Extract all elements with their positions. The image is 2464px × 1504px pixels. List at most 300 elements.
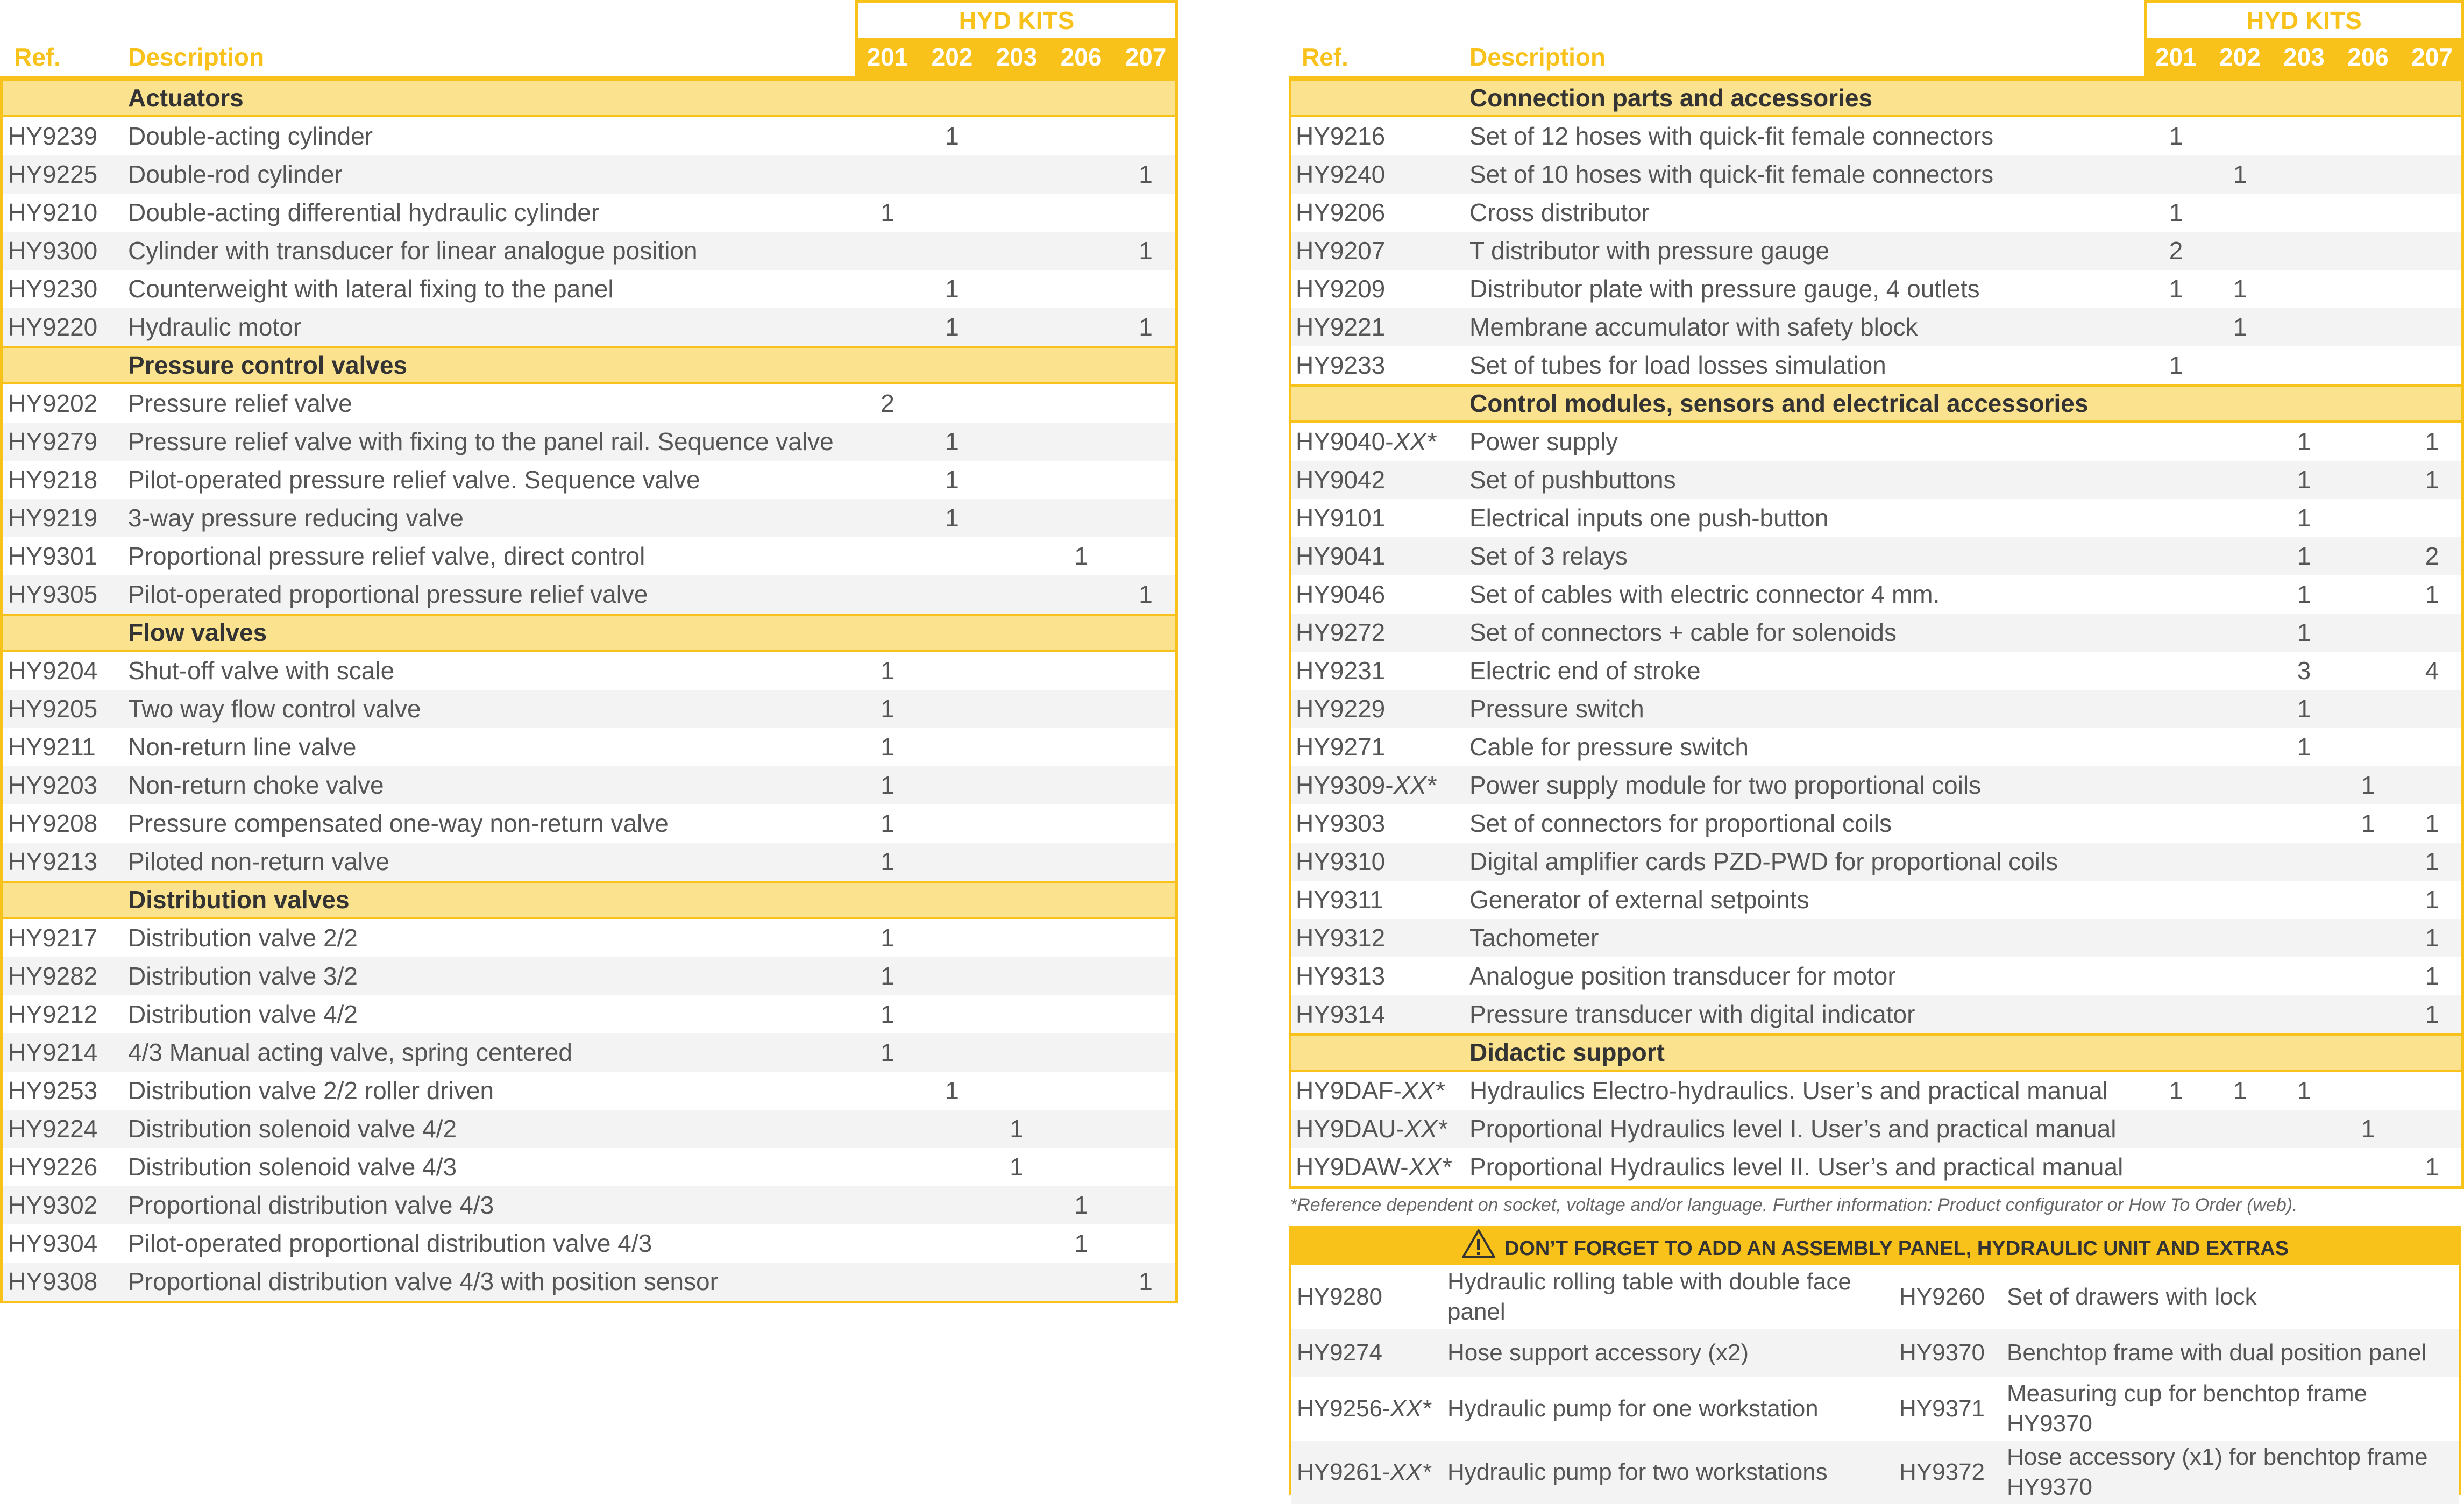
table-row — [1291, 117, 2461, 155]
item-ref-code: HY9300 — [8, 237, 98, 265]
table-row — [1291, 346, 2461, 384]
item-description: Non-return choke valve — [128, 771, 384, 799]
kit-col-207: 207 — [2411, 43, 2453, 71]
item-description: 4/3 Manual acting valve, spring centered — [128, 1038, 572, 1066]
category-row — [1291, 384, 2461, 423]
item-ref — [1296, 232, 1385, 270]
table-row — [1291, 804, 2461, 843]
table-row — [1291, 499, 2461, 537]
extras-ref: HY9370 — [1899, 1339, 1985, 1366]
item-ref — [8, 461, 97, 499]
item-ref — [8, 155, 97, 194]
item-description: Distributor plate with pressure gauge, 4 outlets — [1469, 275, 1980, 303]
extras-ref — [1297, 1265, 1382, 1329]
item-ref-code: HY9042 — [1296, 466, 1386, 494]
extras-ref-suffix: XX* — [1390, 1459, 1431, 1485]
item-ref — [1296, 957, 1385, 995]
qty-kit-201: 1 — [2169, 198, 2183, 226]
category-label: Connection parts and accessories — [1469, 84, 1873, 112]
item-description: Hydraulics Electro-hydraulics. User’s and practical manual — [1469, 1077, 2108, 1104]
item-ref — [8, 194, 97, 232]
extras-ref — [1297, 1377, 1431, 1441]
table-row — [1291, 766, 2461, 804]
left-table-body — [0, 76, 1178, 1303]
item-ref — [1296, 728, 1385, 766]
table-row — [3, 117, 1175, 155]
item-ref-suffix: XX* — [1393, 771, 1436, 799]
extras-description: Hose accessory (x1) for benchtop frame HY9370 — [2007, 1444, 2428, 1500]
item-ref — [1296, 499, 1385, 537]
extras-description: Benchtop frame with dual position panel — [2007, 1339, 2427, 1366]
category-row — [1291, 1033, 2461, 1072]
table-row — [1291, 155, 2461, 194]
item-description: Power supply — [1469, 427, 1618, 455]
item-ref — [8, 117, 97, 155]
item-description: Pilot-operated proportional pressure relief valve — [128, 580, 648, 608]
table-row — [3, 499, 1175, 537]
item-description: Pressure transducer with digital indicator — [1469, 1000, 1915, 1028]
item-ref-code: HY9101 — [1296, 504, 1386, 532]
item-ref-code: HY9314 — [1296, 1000, 1386, 1028]
table-row — [1291, 995, 2461, 1033]
extras-ref-code: HY9261- — [1297, 1459, 1390, 1485]
item-description: Distribution valve 3/2 — [128, 962, 358, 990]
table-row — [1291, 919, 2461, 957]
table-row — [3, 1033, 1175, 1072]
table-row — [3, 995, 1175, 1033]
qty-kit-202: 1 — [945, 275, 959, 303]
item-ref-code: HY9208 — [8, 809, 98, 837]
qty-kit-201: 1 — [880, 962, 894, 990]
qty-kit-206: 1 — [1074, 1229, 1088, 1257]
item-ref — [8, 232, 97, 270]
category-row — [1291, 79, 2461, 117]
qty-kit-203: 1 — [2297, 466, 2311, 494]
table-row — [1291, 232, 2461, 270]
item-description: Proportional pressure relief valve, direct control — [128, 542, 645, 570]
item-ref — [1296, 843, 1385, 881]
qty-kit-203: 1 — [2297, 1077, 2311, 1104]
qty-kit-203: 1 — [2297, 504, 2311, 532]
item-description: Pressure relief valve with fixing to the panel rail. Sequence valve — [128, 427, 834, 455]
ref-header: Ref. — [14, 43, 61, 71]
qty-kit-202: 1 — [2233, 1077, 2247, 1104]
item-description: Distribution valve 4/2 — [128, 1000, 358, 1028]
table-row — [1291, 652, 2461, 690]
item-ref-code: HY9272 — [1296, 618, 1386, 646]
item-ref — [1296, 117, 1385, 155]
extras-title-bar — [1291, 1229, 2459, 1265]
item-ref-code: HY9239 — [8, 122, 98, 150]
item-description: Set of connectors for proportional coils — [1469, 809, 1892, 837]
item-ref — [8, 843, 97, 881]
item-description: Set of connectors + cable for solenoids — [1469, 618, 1897, 646]
item-ref-code: HY9040- — [1296, 427, 1394, 455]
table-row — [1291, 423, 2461, 461]
item-ref — [1296, 919, 1385, 957]
extras-ref-code: HY9280 — [1297, 1284, 1383, 1310]
table-row — [3, 1186, 1175, 1224]
category-label: Pressure control valves — [128, 351, 408, 379]
item-ref — [1296, 995, 1385, 1033]
item-description: Set of pushbuttons — [1469, 466, 1676, 494]
qty-kit-207: 4 — [2425, 657, 2439, 685]
table-row — [3, 308, 1175, 346]
qty-kit-203: 1 — [2297, 427, 2311, 455]
item-ref-code: HY9301 — [8, 542, 98, 570]
table-row — [1291, 537, 2461, 575]
category-label: Distribution valves — [128, 886, 350, 914]
item-description: T distributor with pressure gauge — [1469, 237, 1830, 265]
item-description: Set of 3 relays — [1469, 542, 1628, 570]
qty-kit-207: 1 — [2425, 1000, 2439, 1028]
item-description: Distribution solenoid valve 4/2 — [128, 1115, 457, 1143]
item-description: Set of 12 hoses with quick-fit female connectors — [1469, 122, 1994, 150]
kit-col-201: 201 — [2155, 43, 2197, 71]
item-ref — [1296, 690, 1385, 728]
table-row — [3, 461, 1175, 499]
item-ref-code: HY9225 — [8, 160, 98, 188]
table-row — [1291, 308, 2461, 346]
item-description: Pilot-operated pressure relief valve. Sequence valve — [128, 466, 700, 494]
item-ref — [8, 1148, 97, 1186]
item-ref — [1296, 1072, 1444, 1110]
item-ref-suffix: XX* — [1404, 1115, 1447, 1143]
item-description: Distribution solenoid valve 4/3 — [128, 1153, 457, 1181]
kit-col-203: 203 — [2283, 43, 2325, 71]
extras-description: Hydraulic pump for one workstation — [1447, 1395, 1819, 1422]
item-ref-code: HY9216 — [1296, 122, 1386, 150]
qty-kit-207: 1 — [2425, 847, 2439, 875]
qty-kit-207: 1 — [1139, 237, 1153, 265]
item-ref — [8, 270, 97, 308]
extras-description: Hydraulic rolling table with double face panel — [1447, 1268, 1851, 1325]
table-row — [3, 194, 1175, 232]
item-description: Two way flow control valve — [128, 695, 421, 723]
item-ref-code: HY9DAU- — [1296, 1115, 1404, 1143]
extras-row — [1291, 1329, 2459, 1377]
qty-kit-201: 1 — [2169, 122, 2183, 150]
item-description: Double-acting cylinder — [128, 122, 373, 150]
item-ref-code: HY9211 — [8, 733, 96, 761]
item-ref — [1296, 881, 1383, 919]
column-header-row — [0, 38, 1178, 76]
item-ref-code: HY9309- — [1296, 771, 1394, 799]
item-ref — [1296, 308, 1385, 346]
item-ref — [8, 804, 97, 843]
qty-kit-203: 3 — [2297, 657, 2311, 685]
item-ref-code: HY9240 — [1296, 160, 1386, 188]
item-ref — [8, 1224, 97, 1263]
item-description: Pressure compensated one-way non-return valve — [128, 809, 669, 837]
item-ref-code: HY9209 — [1296, 275, 1386, 303]
table-row — [1291, 728, 2461, 766]
item-description: Pressure relief valve — [128, 389, 352, 417]
qty-kit-201: 1 — [880, 198, 894, 226]
item-ref — [8, 575, 97, 614]
item-ref — [8, 1110, 97, 1148]
item-ref — [1296, 155, 1385, 194]
table-row — [3, 690, 1175, 728]
item-description: Cylinder with transducer for linear analogue position — [128, 237, 698, 265]
qty-kit-203: 1 — [1010, 1153, 1024, 1181]
item-ref — [8, 766, 97, 804]
qty-kit-201: 1 — [880, 1038, 894, 1066]
table-row — [1291, 1148, 2461, 1186]
item-ref — [1296, 537, 1385, 575]
item-ref-code: HY9206 — [1296, 198, 1386, 226]
item-ref-code: HY9312 — [1296, 924, 1386, 952]
item-description: Non-return line valve — [128, 733, 357, 761]
kit-col-206: 206 — [2347, 43, 2389, 71]
category-label: Flow valves — [128, 618, 267, 646]
qty-kit-207: 1 — [2425, 427, 2439, 455]
qty-kit-201: 1 — [880, 771, 894, 799]
table-row — [1291, 957, 2461, 995]
extras-description: Measuring cup for benchtop frame HY9370 — [2007, 1380, 2368, 1437]
item-ref — [8, 957, 97, 995]
item-ref-code: HY9233 — [1296, 351, 1386, 379]
item-ref — [1296, 194, 1385, 232]
kit-columns-header — [855, 38, 1178, 76]
table-row — [3, 728, 1175, 766]
table-row — [3, 384, 1175, 423]
item-ref-code: HY9271 — [1296, 733, 1386, 761]
qty-kit-201: 1 — [2169, 351, 2183, 379]
qty-kit-202: 1 — [945, 466, 959, 494]
item-ref-code: HY9046 — [1296, 580, 1386, 608]
item-ref-code: HY9313 — [1296, 962, 1386, 990]
table-row — [3, 1072, 1175, 1110]
table-row — [1291, 461, 2461, 499]
item-ref — [1296, 270, 1385, 308]
item-ref — [8, 499, 97, 537]
qty-kit-203: 1 — [2297, 733, 2311, 761]
warning-icon — [1461, 1229, 1496, 1271]
item-ref — [8, 690, 97, 728]
item-ref-code: HY9213 — [8, 847, 98, 875]
kits-title: HYD KITS — [855, 0, 1178, 38]
category-label: Didactic support — [1469, 1038, 1665, 1066]
right-table-body — [1289, 76, 2464, 1189]
extras-table — [1291, 1265, 2459, 1504]
kit-col-201: 201 — [867, 43, 908, 71]
qty-kit-207: 1 — [2425, 580, 2439, 608]
qty-kit-207: 1 — [2425, 1153, 2439, 1181]
item-ref-code: HY9207 — [1296, 237, 1386, 265]
extras-ref-suffix: XX* — [1390, 1395, 1431, 1422]
qty-kit-202: 1 — [945, 122, 959, 150]
qty-kit-203: 1 — [2297, 542, 2311, 570]
item-ref — [1296, 614, 1385, 652]
item-description: Shut-off valve with scale — [128, 657, 395, 685]
table-row — [3, 423, 1175, 461]
qty-kit-202: 1 — [2233, 313, 2247, 341]
table-row — [3, 652, 1175, 690]
item-ref-code: HY9210 — [8, 198, 98, 226]
item-description: Cross distributor — [1469, 198, 1650, 226]
qty-kit-206: 1 — [1074, 542, 1088, 570]
kit-columns-header — [2144, 38, 2464, 76]
extras-ref — [1297, 1441, 1431, 1504]
item-ref-code: HY9253 — [8, 1077, 98, 1104]
kit-col-207: 207 — [1125, 43, 1167, 71]
table-row — [1291, 270, 2461, 308]
item-description: Electric end of stroke — [1469, 657, 1701, 685]
item-ref — [1296, 423, 1436, 461]
item-ref — [1296, 652, 1385, 690]
qty-kit-201: 1 — [2169, 1077, 2183, 1104]
reference-footnote: *Reference dependent on socket, voltage and/or language. Further information: Product configurator or How To Order (web). — [1290, 1195, 2298, 1215]
item-ref-code: HY9304 — [8, 1229, 98, 1257]
qty-kit-202: 1 — [945, 427, 959, 455]
extras-box — [1289, 1226, 2461, 1500]
item-description: Distribution valve 2/2 roller driven — [128, 1077, 494, 1104]
table-row — [1291, 881, 2461, 919]
item-description: Piloted non-return valve — [128, 847, 389, 875]
table-row — [1291, 614, 2461, 652]
item-description: Proportional Hydraulics level I. User’s and practical manual — [1469, 1115, 2117, 1143]
qty-kit-207: 1 — [2425, 809, 2439, 837]
qty-kit-207: 1 — [1139, 160, 1153, 188]
item-description: Analogue position transducer for motor — [1469, 962, 1896, 990]
table-row — [3, 843, 1175, 881]
qty-kit-201: 2 — [880, 389, 894, 417]
item-ref-code: HY9230 — [8, 275, 98, 303]
item-description: Counterweight with lateral fixing to the panel — [128, 275, 614, 303]
item-description: Cable for pressure switch — [1469, 733, 1749, 761]
qty-kit-202: 1 — [2233, 275, 2247, 303]
item-ref-code: HY9229 — [1296, 695, 1386, 723]
item-description: 3-way pressure reducing valve — [128, 504, 464, 532]
qty-kit-203: 1 — [1010, 1115, 1024, 1143]
category-row — [3, 881, 1175, 919]
qty-kit-206: 1 — [2361, 771, 2375, 799]
qty-kit-206: 1 — [2361, 809, 2375, 837]
qty-kit-207: 1 — [1139, 580, 1153, 608]
item-description: Membrane accumulator with safety block — [1469, 313, 1918, 341]
qty-kit-206: 1 — [2361, 1115, 2375, 1143]
qty-kit-201: 1 — [880, 847, 894, 875]
item-ref-code: HY9218 — [8, 466, 98, 494]
item-ref-code: HY9204 — [8, 657, 98, 685]
qty-kit-202: 1 — [2233, 160, 2247, 188]
qty-kit-201: 1 — [880, 1000, 894, 1028]
description-header: Description — [128, 43, 265, 71]
item-description: Hydraulic motor — [128, 313, 302, 341]
column-header-row — [1289, 38, 2464, 76]
extras-title: DON’T FORGET TO ADD AN ASSEMBLY PANEL, HYDRAULIC UNIT AND EXTRAS — [1504, 1237, 2289, 1260]
table-row — [3, 957, 1175, 995]
item-description: Tachometer — [1469, 924, 1599, 952]
table-row — [3, 575, 1175, 614]
table-row — [1291, 575, 2461, 614]
qty-kit-201: 2 — [2169, 237, 2183, 265]
item-ref — [8, 1072, 97, 1110]
item-ref-code: HY9224 — [8, 1115, 98, 1143]
table-row — [3, 155, 1175, 194]
description-header: Description — [1469, 43, 1606, 71]
item-ref-code: HY9279 — [8, 427, 98, 455]
category-row — [3, 614, 1175, 652]
kits-title: HYD KITS — [2144, 0, 2464, 38]
table-row — [3, 1110, 1175, 1148]
qty-kit-206: 1 — [1074, 1191, 1088, 1219]
item-ref-code: HY9308 — [8, 1267, 98, 1295]
extras-ref: HY9372 — [1899, 1459, 1985, 1485]
item-ref-code: HY9282 — [8, 962, 98, 990]
qty-kit-207: 1 — [2425, 466, 2439, 494]
extras-ref — [1297, 1329, 1382, 1377]
item-ref-code: HY9DAW- — [1296, 1153, 1409, 1181]
item-ref — [8, 537, 97, 575]
item-ref-code: HY9202 — [8, 389, 98, 417]
table-row — [1291, 1072, 2461, 1110]
item-ref — [8, 423, 97, 461]
item-description: Generator of external setpoints — [1469, 886, 1809, 914]
item-ref-code: HY9212 — [8, 1000, 98, 1028]
extras-row — [1291, 1441, 2459, 1504]
extras-row — [1291, 1265, 2459, 1329]
item-ref-code: HY9221 — [1296, 313, 1386, 341]
item-ref — [1296, 1148, 1451, 1186]
item-description: Set of 10 hoses with quick-fit female connectors — [1469, 160, 1994, 188]
item-ref — [1296, 1110, 1447, 1148]
qty-kit-207: 1 — [2425, 886, 2439, 914]
qty-kit-202: 1 — [945, 1077, 959, 1104]
extras-ref-code: HY9274 — [1297, 1339, 1383, 1366]
item-ref-code: HY9311 — [1296, 886, 1383, 914]
item-ref — [1296, 766, 1436, 804]
item-ref — [1296, 804, 1385, 843]
item-ref-code: HY9302 — [8, 1191, 98, 1219]
qty-kit-201: 1 — [880, 809, 894, 837]
item-ref-code: HY9203 — [8, 771, 98, 799]
extras-description: Set of drawers with lock — [2007, 1284, 2257, 1310]
kit-col-206: 206 — [1060, 43, 1102, 71]
item-ref-code: HY9220 — [8, 313, 98, 341]
item-ref — [8, 1033, 97, 1072]
item-ref — [1296, 575, 1385, 614]
table-row — [3, 919, 1175, 957]
item-ref-code: HY9214 — [8, 1038, 98, 1066]
item-description: Pilot-operated proportional distribution valve 4/3 — [128, 1229, 652, 1257]
item-ref-suffix: XX* — [1408, 1153, 1451, 1181]
item-description: Electrical inputs one push-button — [1469, 504, 1829, 532]
category-label: Control modules, sensors and electrical accessories — [1469, 389, 2089, 417]
item-ref-code: HY9205 — [8, 695, 98, 723]
item-ref-code: HY9DAF- — [1296, 1077, 1402, 1104]
table-row — [1291, 690, 2461, 728]
item-ref-code: HY9305 — [8, 580, 98, 608]
table-row — [3, 1224, 1175, 1263]
table-row — [3, 1263, 1175, 1301]
item-ref-code: HY9226 — [8, 1153, 98, 1181]
table-row — [3, 1148, 1175, 1186]
item-description: Proportional distribution valve 4/3 — [128, 1191, 494, 1219]
item-description: Double-acting differential hydraulic cylinder — [128, 198, 600, 226]
item-description: Power supply module for two proportional coils — [1469, 771, 1982, 799]
kit-col-202: 202 — [2219, 43, 2261, 71]
item-ref — [1296, 346, 1385, 384]
table-row — [1291, 843, 2461, 881]
qty-kit-203: 1 — [2297, 580, 2311, 608]
qty-kit-207: 1 — [2425, 924, 2439, 952]
item-ref — [8, 728, 96, 766]
item-ref — [8, 384, 97, 423]
item-ref — [8, 919, 97, 957]
item-ref-code: HY9219 — [8, 504, 98, 532]
